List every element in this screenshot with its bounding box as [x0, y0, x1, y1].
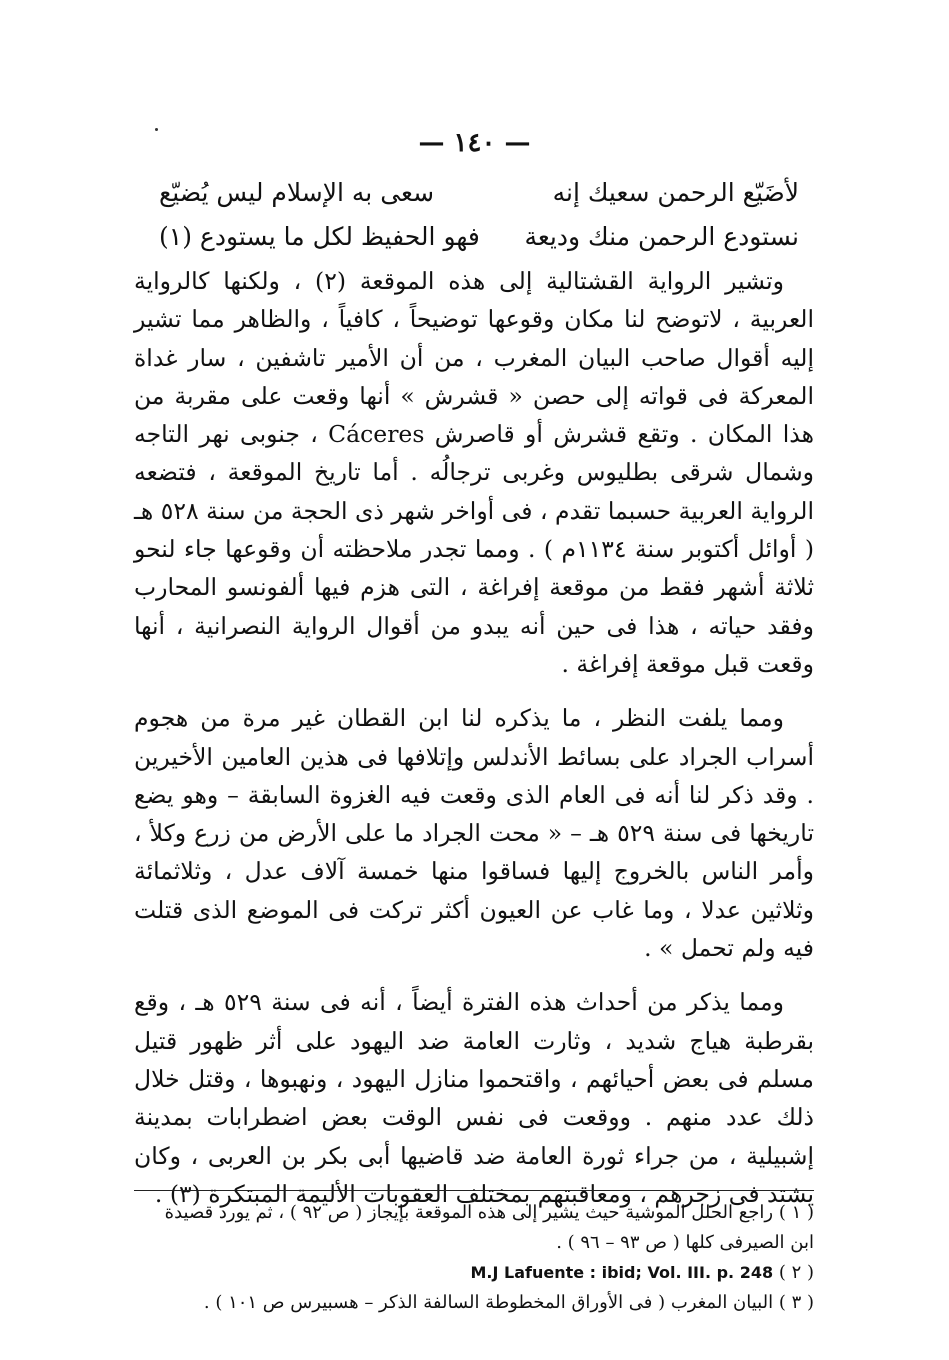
verse-hemistich-left: فهو الحفيظ لكل ما يستودع (١) — [159, 222, 480, 251]
footnote-2 — [134, 1258, 814, 1288]
page-number: — ١٤٠ — — [418, 128, 531, 158]
footnote-1-line-1: ( ١ ) راجع الحلل الموشية حيث يشير إلى هذه الموقعة بإيجاز ( ص ٩٢ ) ، ثم يورد قصيدة — [164, 1202, 814, 1223]
verse-line — [159, 222, 799, 251]
footnotes — [134, 1198, 814, 1318]
paragraph: وتشير الرواية القشتالية إلى هذه الموقعة (٢) ، ولكنها كالرواية العربية ، لاتوضح لنا مكان وقوعها توضيحاً ، كافياً ، والظاهر مما تشير إليه أقوال صاحب البيان المغرب ، من أن الأمير تاشفين ، سار غداة المعركة فى قواته إلى حصن « قشرش » أنها وقعت على مقربة من هذا المكان . وتقع قشرش أو قاصرش Cáceres ، جنوبى نهر التاجه وشمال شرقى بطليوس وغربى ترجالُه . أما تاريخ الموقعة ، فتضعه الرواية العربية حسبما تقدم ، فى أواخر شهر ذى الحجة من سنة ٥٢٨ هـ ( أوائل أكتوبر سنة ١١٣٤م ) . ومما تجدر ملاحظته أن وقوعها جاء لنحو ثلاثة أشهر فقط من موقعة إفراغة ، التى هزم فيها ألفونسو المحارب وفقد حياته ، هذا فى حين أنه يبدو من أقوال الرواية النصرانية ، أنها وقعت قبل موقعة إفراغة . — [134, 267, 815, 678]
footnote-1-line-2: ابن الصيرفى كلها ( ص ٩٣ – ٩٦ ) . — [556, 1232, 814, 1253]
footnote-3: ( ٣ ) البيان المغرب ( فى الأوراق المخطوطة السالفة الذكر – هسبيرس ص ١٠١ ) . — [203, 1292, 814, 1313]
body-text — [134, 262, 814, 1229]
paragraph: ومما يلفت النظر ، ما يذكره لنا ابن القطان غير مرة من هجوم أسراب الجراد على بسائط الأندلس وإتلافها فى هذين العامين الأخيرين . وقد ذكر لنا أنه فى العام الذى وقعت فيه الغزوة السابقة – وهو يضع تاريخها فى سنة ٥٢٩ هـ – « محت الجراد ما على الأرض من زرع وكلأ ، وأمر الناس بالخروج إليها فساقوا منها خمسة آلاف عدل ، وثلاثمائة وثلاثين عدلا ، وما غاب عن العيون أكثر تركت فى الموضع الذى قتلت فيه ولم تحمل » . — [134, 704, 814, 963]
paragraph: ومما يذكر من أحداث هذه الفترة أيضاً ، أنه فى سنة ٥٢٩ هـ ، وقع بقرطبة هياج شديد ، وثارت العامة ضد اليهود على أثر ظهور قتيل مسلم فى بعض أحيائهم ، واقتحموا منازل اليهود ، ونهبوها ، وقتل خلال ذلك عدد منهم . ووقعت فى نفس الوقت بعض اضطرابات بمدينة إشبيلية ، من جراء ثورة العامة ضد قاضيها أبى بكر بن العربى ، وكان يشتد فى زجرهم ، ومعاقبتهم بمختلف العقوبات الأليمة المبتكرة (٣) . — [134, 988, 814, 1208]
verse-hemistich-right: نستودع الرحمن منك وديعة — [524, 222, 799, 251]
verse-hemistich-right: لأضَيّع الرحمن سعيك إنه — [552, 178, 799, 207]
footnote-2-citation: M.J Lafuente : ibid; Vol. III. p. 248 — [470, 1263, 774, 1282]
footnote-separator — [134, 1190, 814, 1191]
verse-hemistich-left: سعى به الإسلام ليس يُضيّع — [159, 178, 435, 207]
verse-line — [159, 178, 799, 207]
footnote-2-number: ( ٢ ) — [773, 1262, 814, 1283]
